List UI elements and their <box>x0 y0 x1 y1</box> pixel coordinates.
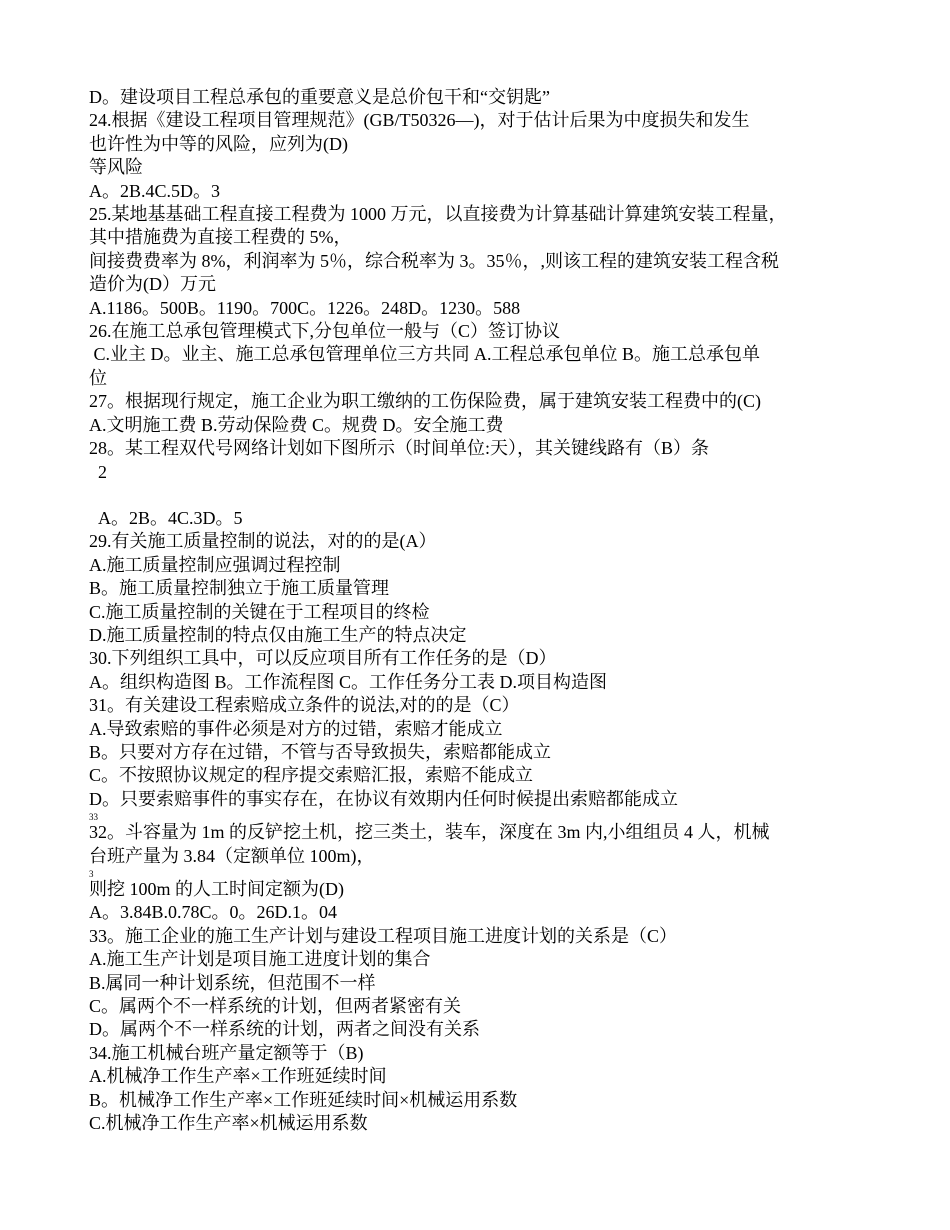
text-block-3 <box>89 878 861 1135</box>
text-line: 31。有关建设工程索赔成立条件的说法,对的的是（C） <box>89 695 520 716</box>
text-line: D。建设项目工程总承包的重要意义是总价包干和“交钥匙” <box>89 87 550 107</box>
text-line: A.1186。500B。1190。700C。1226。248D。1230。588 <box>89 297 521 318</box>
text-line: B。施工质量控制独立于施工质量管理 <box>89 578 390 599</box>
text-line: 间接费费率为 8%，利润率为 5％，综合税率为 3。35％，,则该工程的建筑安装工程含税 <box>89 250 779 271</box>
text-line: A。3.84B.0.78C。0。26D.1。04 <box>89 902 338 923</box>
text-line: 27。根据现行规定，施工企业为职工缴纳的工伤保险费，属于建筑安装工程费中的(C) <box>89 391 761 412</box>
text-line: D。只要索赔事件的事实存在，在协议有效期内任何时候提出索赔都能成立 <box>89 788 678 809</box>
text-line: A.导致索赔的事件必须是对方的过错，索赔才能成立 <box>89 718 503 739</box>
superscript-note: 3 <box>89 869 94 879</box>
text-line: C.机械净工作生产率×机械运用系数 <box>89 1113 368 1134</box>
text-line: A。组织构造图 B。工作流程图 C。工作任务分工表 D.项目构造图 <box>89 671 608 692</box>
text-block-1 <box>89 86 861 811</box>
text-line: B。只要对方存在过错，不管与否导致损失，索赔都能成立 <box>89 741 552 762</box>
text-line: B。机械净工作生产率×工作班延续时间×机械运用系数 <box>89 1089 518 1110</box>
text-line: C.业主 D。业主、施工总承包管理单位三方共同 A.工程总承包单位 B。施工总承包单 <box>89 344 761 365</box>
text-line: 2 <box>89 461 107 482</box>
text-line: 台班产量为 3.84（定额单位 100m)， <box>89 845 375 866</box>
text-line: 也许性为中等的风险，应列为(D) <box>89 133 348 154</box>
text-line: 34.施工机械台班产量定额等于（B) <box>89 1042 364 1063</box>
superscript-note: 33 <box>89 812 98 823</box>
text-line: D.施工质量控制的特点仅由施工生产的特点决定 <box>89 624 467 645</box>
text-line: A.机械净工作生产率×工作班延续时间 <box>89 1066 387 1087</box>
text-line: 33。施工企业的施工生产计划与建设工程项目施工进度计划的关系是（C） <box>89 925 678 946</box>
text-line: 位 <box>89 367 107 388</box>
text-line: B.属同一种计划系统，但范围不一样 <box>89 972 376 993</box>
text-line: D。属两个不一样系统的计划，两者之间没有关系 <box>89 1019 480 1040</box>
text-block-2 <box>89 821 861 868</box>
text-line: 等风险 <box>89 157 143 178</box>
text-line: A。2B。4C.3D。5 <box>89 507 243 528</box>
text-line: 30.下列组织工具中，可以反应项目所有工作任务的是（D） <box>89 648 557 669</box>
text-line: 32。斗容量为 1m 的反铲挖土机，挖三类土，装车，深度在 3m 内,小组组员 4 人，机械 <box>89 822 770 843</box>
text-line <box>89 484 861 507</box>
document-page <box>89 86 861 1135</box>
text-line: A.施工生产计划是项目施工进度计划的集合 <box>89 949 431 970</box>
text-line: A。2B.4C.5D。3 <box>89 180 221 201</box>
text-line: 24.根据《建设工程项目管理规范》(GB/T50326—)，对于估计后果为中度损失和发生 <box>89 110 750 131</box>
text-line: A.施工质量控制应强调过程控制 <box>89 554 341 575</box>
text-line: 其中措施费为直接工程费的 5%， <box>89 227 352 248</box>
text-line: 造价为(D）万元 <box>89 274 216 295</box>
text-line: C。属两个不一样系统的计划，但两者紧密有关 <box>89 996 462 1017</box>
text-line: 25.某地基基础工程直接工程费为 1000 万元，以直接费为计算基础计算建筑安装工程量， <box>89 204 787 225</box>
text-line: C。不按照协议规定的程序提交索赔汇报，索赔不能成立 <box>89 765 534 786</box>
text-line: 则挖 100m 的人工时间定额为(D) <box>89 879 344 899</box>
text-line: A.文明施工费 B.劳动保险费 C。规费 D。安全施工费 <box>89 414 504 435</box>
text-line: C.施工质量控制的关键在于工程项目的终检 <box>89 601 430 622</box>
text-line: 28。某工程双代号网络计划如下图所示（时间单位:天），其关键线路有（B）条 <box>89 438 710 459</box>
text-line: 29.有关施工质量控制的说法，对的的是(A） <box>89 531 437 552</box>
text-line: 26.在施工总承包管理模式下,分包单位一般与（C）签订协议 <box>89 321 561 342</box>
